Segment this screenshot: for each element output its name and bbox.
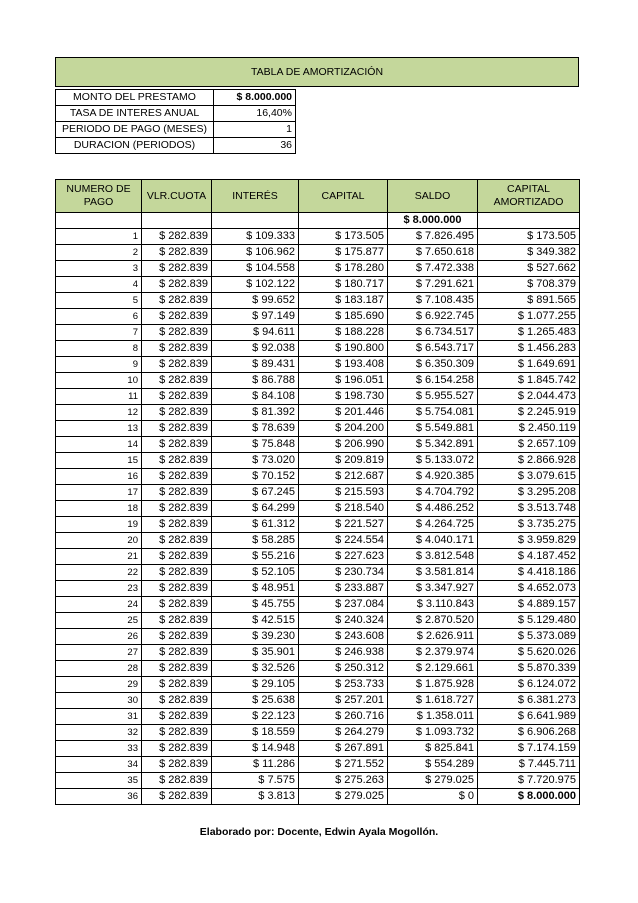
capital-amortized-cell: $ 1.649.691 bbox=[478, 357, 580, 373]
amortization-table bbox=[55, 179, 580, 805]
empty-cell bbox=[299, 213, 388, 229]
interest-cell: $ 39.230 bbox=[212, 629, 299, 645]
capital-amortized-cell: $ 8.000.000 bbox=[478, 789, 580, 805]
header-cuota: VLR.CUOTA bbox=[142, 180, 212, 213]
payment-number-cell: 30 bbox=[56, 693, 142, 709]
header-saldo: SALDO bbox=[388, 180, 478, 213]
param-value: 36 bbox=[214, 138, 296, 154]
payment-number-cell: 3 bbox=[56, 261, 142, 277]
balance-cell: $ 2.379.974 bbox=[388, 645, 478, 661]
param-label: PERIODO DE PAGO (MESES) bbox=[56, 122, 214, 138]
table-row bbox=[56, 533, 580, 549]
payment-number-cell: 36 bbox=[56, 789, 142, 805]
capital-cell: $ 178.280 bbox=[299, 261, 388, 277]
payment-number-cell: 35 bbox=[56, 773, 142, 789]
balance-cell: $ 554.289 bbox=[388, 757, 478, 773]
payment-number-cell: 11 bbox=[56, 389, 142, 405]
payment-amount-cell: $ 282.839 bbox=[142, 245, 212, 261]
payment-amount-cell: $ 282.839 bbox=[142, 661, 212, 677]
capital-cell: $ 250.312 bbox=[299, 661, 388, 677]
balance-cell: $ 3.812.548 bbox=[388, 549, 478, 565]
payment-number-cell: 20 bbox=[56, 533, 142, 549]
balance-cell: $ 4.486.252 bbox=[388, 501, 478, 517]
interest-cell: $ 102.122 bbox=[212, 277, 299, 293]
payment-amount-cell: $ 282.839 bbox=[142, 533, 212, 549]
table-row bbox=[56, 693, 580, 709]
interest-cell: $ 61.312 bbox=[212, 517, 299, 533]
payment-amount-cell: $ 282.839 bbox=[142, 645, 212, 661]
capital-amortized-cell: $ 1.265.483 bbox=[478, 325, 580, 341]
initial-balance-row bbox=[56, 213, 580, 229]
balance-cell: $ 1.358.011 bbox=[388, 709, 478, 725]
capital-cell: $ 212.687 bbox=[299, 469, 388, 485]
payment-number-cell: 2 bbox=[56, 245, 142, 261]
table-row bbox=[56, 325, 580, 341]
empty-cell bbox=[56, 213, 142, 229]
payment-amount-cell: $ 282.839 bbox=[142, 709, 212, 725]
capital-cell: $ 227.623 bbox=[299, 549, 388, 565]
balance-cell: $ 279.025 bbox=[388, 773, 478, 789]
capital-cell: $ 173.505 bbox=[299, 229, 388, 245]
payment-amount-cell: $ 282.839 bbox=[142, 629, 212, 645]
interest-cell: $ 42.515 bbox=[212, 613, 299, 629]
payment-amount-cell: $ 282.839 bbox=[142, 229, 212, 245]
param-label: MONTO DEL PRESTAMO bbox=[56, 90, 214, 106]
payment-amount-cell: $ 282.839 bbox=[142, 341, 212, 357]
capital-cell: $ 237.084 bbox=[299, 597, 388, 613]
capital-cell: $ 233.887 bbox=[299, 581, 388, 597]
loan-parameters-table bbox=[55, 89, 296, 154]
interest-cell: $ 25.638 bbox=[212, 693, 299, 709]
table-row bbox=[56, 709, 580, 725]
table-row bbox=[56, 677, 580, 693]
balance-cell: $ 2.870.520 bbox=[388, 613, 478, 629]
payment-amount-cell: $ 282.839 bbox=[142, 757, 212, 773]
table-title: TABLA DE AMORTIZACIÓN bbox=[55, 57, 579, 87]
capital-cell: $ 257.201 bbox=[299, 693, 388, 709]
payment-number-cell: 27 bbox=[56, 645, 142, 661]
capital-amortized-cell: $ 3.079.615 bbox=[478, 469, 580, 485]
capital-cell: $ 185.690 bbox=[299, 309, 388, 325]
capital-amortized-cell: $ 7.174.159 bbox=[478, 741, 580, 757]
param-row bbox=[56, 122, 296, 138]
payment-number-cell: 28 bbox=[56, 661, 142, 677]
interest-cell: $ 22.123 bbox=[212, 709, 299, 725]
capital-cell: $ 230.734 bbox=[299, 565, 388, 581]
interest-cell: $ 104.558 bbox=[212, 261, 299, 277]
capital-cell: $ 204.200 bbox=[299, 421, 388, 437]
balance-cell: $ 4.264.725 bbox=[388, 517, 478, 533]
balance-cell: $ 3.110.843 bbox=[388, 597, 478, 613]
capital-amortized-cell: $ 4.889.157 bbox=[478, 597, 580, 613]
payment-number-cell: 13 bbox=[56, 421, 142, 437]
table-row bbox=[56, 517, 580, 533]
table-row bbox=[56, 277, 580, 293]
interest-cell: $ 11.286 bbox=[212, 757, 299, 773]
header-amortizado: CAPITAL AMORTIZADO bbox=[478, 180, 580, 213]
param-label: DURACION (PERIODOS) bbox=[56, 138, 214, 154]
table-row bbox=[56, 613, 580, 629]
interest-cell: $ 73.020 bbox=[212, 453, 299, 469]
table-row bbox=[56, 629, 580, 645]
balance-cell: $ 4.704.792 bbox=[388, 485, 478, 501]
footer-credit: Elaborado por: Docente, Edwin Ayala Mogollón. bbox=[199, 826, 439, 838]
interest-cell: $ 64.299 bbox=[212, 501, 299, 517]
interest-cell: $ 32.526 bbox=[212, 661, 299, 677]
table-row bbox=[56, 405, 580, 421]
table-row bbox=[56, 453, 580, 469]
payment-amount-cell: $ 282.839 bbox=[142, 389, 212, 405]
balance-cell: $ 1.093.732 bbox=[388, 725, 478, 741]
capital-amortized-cell: $ 1.456.283 bbox=[478, 341, 580, 357]
interest-cell: $ 45.755 bbox=[212, 597, 299, 613]
payment-amount-cell: $ 282.839 bbox=[142, 453, 212, 469]
capital-cell: $ 260.716 bbox=[299, 709, 388, 725]
payment-number-cell: 21 bbox=[56, 549, 142, 565]
capital-amortized-cell: $ 4.187.452 bbox=[478, 549, 580, 565]
balance-cell: $ 6.350.309 bbox=[388, 357, 478, 373]
table-row bbox=[56, 293, 580, 309]
payment-number-cell: 1 bbox=[56, 229, 142, 245]
interest-cell: $ 84.108 bbox=[212, 389, 299, 405]
param-row bbox=[56, 90, 296, 106]
balance-cell: $ 3.347.927 bbox=[388, 581, 478, 597]
capital-amortized-cell: $ 7.445.711 bbox=[478, 757, 580, 773]
balance-cell: $ 5.549.881 bbox=[388, 421, 478, 437]
interest-cell: $ 81.392 bbox=[212, 405, 299, 421]
table-row bbox=[56, 485, 580, 501]
capital-cell: $ 196.051 bbox=[299, 373, 388, 389]
capital-amortized-cell: $ 527.662 bbox=[478, 261, 580, 277]
payment-amount-cell: $ 282.839 bbox=[142, 741, 212, 757]
capital-amortized-cell: $ 1.077.255 bbox=[478, 309, 580, 325]
interest-cell: $ 109.333 bbox=[212, 229, 299, 245]
empty-cell bbox=[212, 213, 299, 229]
payment-amount-cell: $ 282.839 bbox=[142, 405, 212, 421]
capital-amortized-cell: $ 2.245.919 bbox=[478, 405, 580, 421]
empty-cell bbox=[142, 213, 212, 229]
payment-amount-cell: $ 282.839 bbox=[142, 517, 212, 533]
payment-amount-cell: $ 282.839 bbox=[142, 789, 212, 805]
capital-cell: $ 180.717 bbox=[299, 277, 388, 293]
table-row bbox=[56, 229, 580, 245]
capital-cell: $ 275.263 bbox=[299, 773, 388, 789]
payment-amount-cell: $ 282.839 bbox=[142, 373, 212, 389]
table-row bbox=[56, 245, 580, 261]
capital-amortized-cell: $ 6.381.273 bbox=[478, 693, 580, 709]
interest-cell: $ 78.639 bbox=[212, 421, 299, 437]
balance-cell: $ 5.754.081 bbox=[388, 405, 478, 421]
payment-amount-cell: $ 282.839 bbox=[142, 693, 212, 709]
capital-amortized-cell: $ 2.450.119 bbox=[478, 421, 580, 437]
table-row bbox=[56, 757, 580, 773]
initial-saldo: $ 8.000.000 bbox=[388, 213, 478, 229]
payment-amount-cell: $ 282.839 bbox=[142, 469, 212, 485]
payment-number-cell: 4 bbox=[56, 277, 142, 293]
balance-cell: $ 6.922.745 bbox=[388, 309, 478, 325]
capital-cell: $ 193.408 bbox=[299, 357, 388, 373]
capital-amortized-cell: $ 3.513.748 bbox=[478, 501, 580, 517]
payment-amount-cell: $ 282.839 bbox=[142, 293, 212, 309]
interest-cell: $ 7.575 bbox=[212, 773, 299, 789]
balance-cell: $ 7.650.618 bbox=[388, 245, 478, 261]
param-label: TASA DE INTERES ANUAL bbox=[56, 106, 214, 122]
interest-cell: $ 75.848 bbox=[212, 437, 299, 453]
capital-cell: $ 279.025 bbox=[299, 789, 388, 805]
payment-number-cell: 29 bbox=[56, 677, 142, 693]
payment-amount-cell: $ 282.839 bbox=[142, 613, 212, 629]
payment-amount-cell: $ 282.839 bbox=[142, 421, 212, 437]
payment-amount-cell: $ 282.839 bbox=[142, 565, 212, 581]
empty-cell bbox=[478, 213, 580, 229]
param-value: 1 bbox=[214, 122, 296, 138]
interest-cell: $ 55.216 bbox=[212, 549, 299, 565]
payment-amount-cell: $ 282.839 bbox=[142, 437, 212, 453]
capital-cell: $ 190.800 bbox=[299, 341, 388, 357]
balance-cell: $ 3.581.814 bbox=[388, 565, 478, 581]
table-row bbox=[56, 341, 580, 357]
payment-number-cell: 19 bbox=[56, 517, 142, 533]
balance-cell: $ 1.618.727 bbox=[388, 693, 478, 709]
interest-cell: $ 97.149 bbox=[212, 309, 299, 325]
capital-amortized-cell: $ 3.959.829 bbox=[478, 533, 580, 549]
capital-amortized-cell: $ 5.620.026 bbox=[478, 645, 580, 661]
table-row bbox=[56, 565, 580, 581]
capital-amortized-cell: $ 891.565 bbox=[478, 293, 580, 309]
capital-amortized-cell: $ 5.870.339 bbox=[478, 661, 580, 677]
interest-cell: $ 18.559 bbox=[212, 725, 299, 741]
capital-amortized-cell: $ 2.866.928 bbox=[478, 453, 580, 469]
param-row bbox=[56, 138, 296, 154]
table-row bbox=[56, 373, 580, 389]
interest-cell: $ 58.285 bbox=[212, 533, 299, 549]
table-row bbox=[56, 421, 580, 437]
balance-cell: $ 4.040.171 bbox=[388, 533, 478, 549]
table-row bbox=[56, 597, 580, 613]
param-row bbox=[56, 106, 296, 122]
param-value: 16,40% bbox=[214, 106, 296, 122]
payment-number-cell: 34 bbox=[56, 757, 142, 773]
payment-amount-cell: $ 282.839 bbox=[142, 357, 212, 373]
capital-amortized-cell: $ 2.657.109 bbox=[478, 437, 580, 453]
capital-cell: $ 246.938 bbox=[299, 645, 388, 661]
param-value: $ 8.000.000 bbox=[214, 90, 296, 106]
balance-cell: $ 4.920.385 bbox=[388, 469, 478, 485]
capital-amortized-cell: $ 6.124.072 bbox=[478, 677, 580, 693]
payment-number-cell: 18 bbox=[56, 501, 142, 517]
interest-cell: $ 94.611 bbox=[212, 325, 299, 341]
balance-cell: $ 6.154.258 bbox=[388, 373, 478, 389]
table-row bbox=[56, 661, 580, 677]
payment-number-cell: 16 bbox=[56, 469, 142, 485]
balance-cell: $ 5.342.891 bbox=[388, 437, 478, 453]
capital-cell: $ 267.891 bbox=[299, 741, 388, 757]
payment-amount-cell: $ 282.839 bbox=[142, 677, 212, 693]
capital-amortized-cell: $ 4.652.073 bbox=[478, 581, 580, 597]
header-numero: NUMERO DE PAGO bbox=[56, 180, 142, 213]
payment-number-cell: 6 bbox=[56, 309, 142, 325]
balance-cell: $ 2.129.661 bbox=[388, 661, 478, 677]
interest-cell: $ 89.431 bbox=[212, 357, 299, 373]
capital-cell: $ 221.527 bbox=[299, 517, 388, 533]
capital-amortized-cell: $ 349.382 bbox=[478, 245, 580, 261]
balance-cell: $ 5.955.527 bbox=[388, 389, 478, 405]
payment-number-cell: 5 bbox=[56, 293, 142, 309]
table-row bbox=[56, 645, 580, 661]
capital-amortized-cell: $ 4.418.186 bbox=[478, 565, 580, 581]
payment-number-cell: 10 bbox=[56, 373, 142, 389]
capital-amortized-cell: $ 173.505 bbox=[478, 229, 580, 245]
capital-cell: $ 253.733 bbox=[299, 677, 388, 693]
balance-cell: $ 2.626.911 bbox=[388, 629, 478, 645]
capital-amortized-cell: $ 1.845.742 bbox=[478, 373, 580, 389]
interest-cell: $ 99.652 bbox=[212, 293, 299, 309]
balance-cell: $ 7.108.435 bbox=[388, 293, 478, 309]
payment-amount-cell: $ 282.839 bbox=[142, 485, 212, 501]
balance-cell: $ 5.133.072 bbox=[388, 453, 478, 469]
interest-cell: $ 3.813 bbox=[212, 789, 299, 805]
payment-number-cell: 25 bbox=[56, 613, 142, 629]
balance-cell: $ 6.543.717 bbox=[388, 341, 478, 357]
capital-cell: $ 215.593 bbox=[299, 485, 388, 501]
payment-number-cell: 8 bbox=[56, 341, 142, 357]
capital-cell: $ 224.554 bbox=[299, 533, 388, 549]
capital-cell: $ 175.877 bbox=[299, 245, 388, 261]
payment-number-cell: 9 bbox=[56, 357, 142, 373]
table-row bbox=[56, 789, 580, 805]
header-interes: INTERÉS bbox=[212, 180, 299, 213]
capital-amortized-cell: $ 5.373.089 bbox=[478, 629, 580, 645]
balance-cell: $ 7.826.495 bbox=[388, 229, 478, 245]
payment-number-cell: 32 bbox=[56, 725, 142, 741]
capital-cell: $ 240.324 bbox=[299, 613, 388, 629]
table-row bbox=[56, 261, 580, 277]
interest-cell: $ 86.788 bbox=[212, 373, 299, 389]
payment-amount-cell: $ 282.839 bbox=[142, 277, 212, 293]
payment-number-cell: 17 bbox=[56, 485, 142, 501]
interest-cell: $ 70.152 bbox=[212, 469, 299, 485]
payment-amount-cell: $ 282.839 bbox=[142, 261, 212, 277]
capital-cell: $ 198.730 bbox=[299, 389, 388, 405]
capital-amortized-cell: $ 3.295.208 bbox=[478, 485, 580, 501]
interest-cell: $ 14.948 bbox=[212, 741, 299, 757]
payment-number-cell: 23 bbox=[56, 581, 142, 597]
payment-amount-cell: $ 282.839 bbox=[142, 501, 212, 517]
interest-cell: $ 52.105 bbox=[212, 565, 299, 581]
payment-number-cell: 14 bbox=[56, 437, 142, 453]
capital-cell: $ 264.279 bbox=[299, 725, 388, 741]
capital-amortized-cell: $ 708.379 bbox=[478, 277, 580, 293]
table-row bbox=[56, 437, 580, 453]
capital-amortized-cell: $ 7.720.975 bbox=[478, 773, 580, 789]
capital-amortized-cell: $ 2.044.473 bbox=[478, 389, 580, 405]
table-row bbox=[56, 549, 580, 565]
capital-cell: $ 188.228 bbox=[299, 325, 388, 341]
payment-amount-cell: $ 282.839 bbox=[142, 581, 212, 597]
balance-cell: $ 7.291.621 bbox=[388, 277, 478, 293]
header-capital: CAPITAL bbox=[299, 180, 388, 213]
payment-number-cell: 26 bbox=[56, 629, 142, 645]
capital-cell: $ 209.819 bbox=[299, 453, 388, 469]
payment-number-cell: 22 bbox=[56, 565, 142, 581]
header-row bbox=[56, 180, 580, 213]
capital-cell: $ 206.990 bbox=[299, 437, 388, 453]
table-row bbox=[56, 357, 580, 373]
payment-amount-cell: $ 282.839 bbox=[142, 549, 212, 565]
table-row bbox=[56, 725, 580, 741]
payment-number-cell: 33 bbox=[56, 741, 142, 757]
balance-cell: $ 1.875.928 bbox=[388, 677, 478, 693]
balance-cell: $ 825.841 bbox=[388, 741, 478, 757]
capital-cell: $ 183.187 bbox=[299, 293, 388, 309]
payment-number-cell: 24 bbox=[56, 597, 142, 613]
table-row bbox=[56, 501, 580, 517]
payment-amount-cell: $ 282.839 bbox=[142, 597, 212, 613]
table-row bbox=[56, 581, 580, 597]
balance-cell: $ 6.734.517 bbox=[388, 325, 478, 341]
table-row bbox=[56, 309, 580, 325]
capital-amortized-cell: $ 3.735.275 bbox=[478, 517, 580, 533]
capital-amortized-cell: $ 6.641.989 bbox=[478, 709, 580, 725]
capital-amortized-cell: $ 6.906.268 bbox=[478, 725, 580, 741]
payment-amount-cell: $ 282.839 bbox=[142, 773, 212, 789]
interest-cell: $ 29.105 bbox=[212, 677, 299, 693]
capital-cell: $ 271.552 bbox=[299, 757, 388, 773]
capital-amortized-cell: $ 5.129.480 bbox=[478, 613, 580, 629]
table-row bbox=[56, 741, 580, 757]
interest-cell: $ 106.962 bbox=[212, 245, 299, 261]
payment-number-cell: 15 bbox=[56, 453, 142, 469]
payment-amount-cell: $ 282.839 bbox=[142, 325, 212, 341]
table-row bbox=[56, 389, 580, 405]
payment-amount-cell: $ 282.839 bbox=[142, 309, 212, 325]
capital-cell: $ 243.608 bbox=[299, 629, 388, 645]
interest-cell: $ 92.038 bbox=[212, 341, 299, 357]
interest-cell: $ 48.951 bbox=[212, 581, 299, 597]
balance-cell: $ 7.472.338 bbox=[388, 261, 478, 277]
balance-cell: $ 0 bbox=[388, 789, 478, 805]
payment-number-cell: 31 bbox=[56, 709, 142, 725]
interest-cell: $ 35.901 bbox=[212, 645, 299, 661]
capital-cell: $ 218.540 bbox=[299, 501, 388, 517]
payment-number-cell: 12 bbox=[56, 405, 142, 421]
table-row bbox=[56, 469, 580, 485]
payment-amount-cell: $ 282.839 bbox=[142, 725, 212, 741]
table-row bbox=[56, 773, 580, 789]
interest-cell: $ 67.245 bbox=[212, 485, 299, 501]
capital-cell: $ 201.446 bbox=[299, 405, 388, 421]
payment-number-cell: 7 bbox=[56, 325, 142, 341]
